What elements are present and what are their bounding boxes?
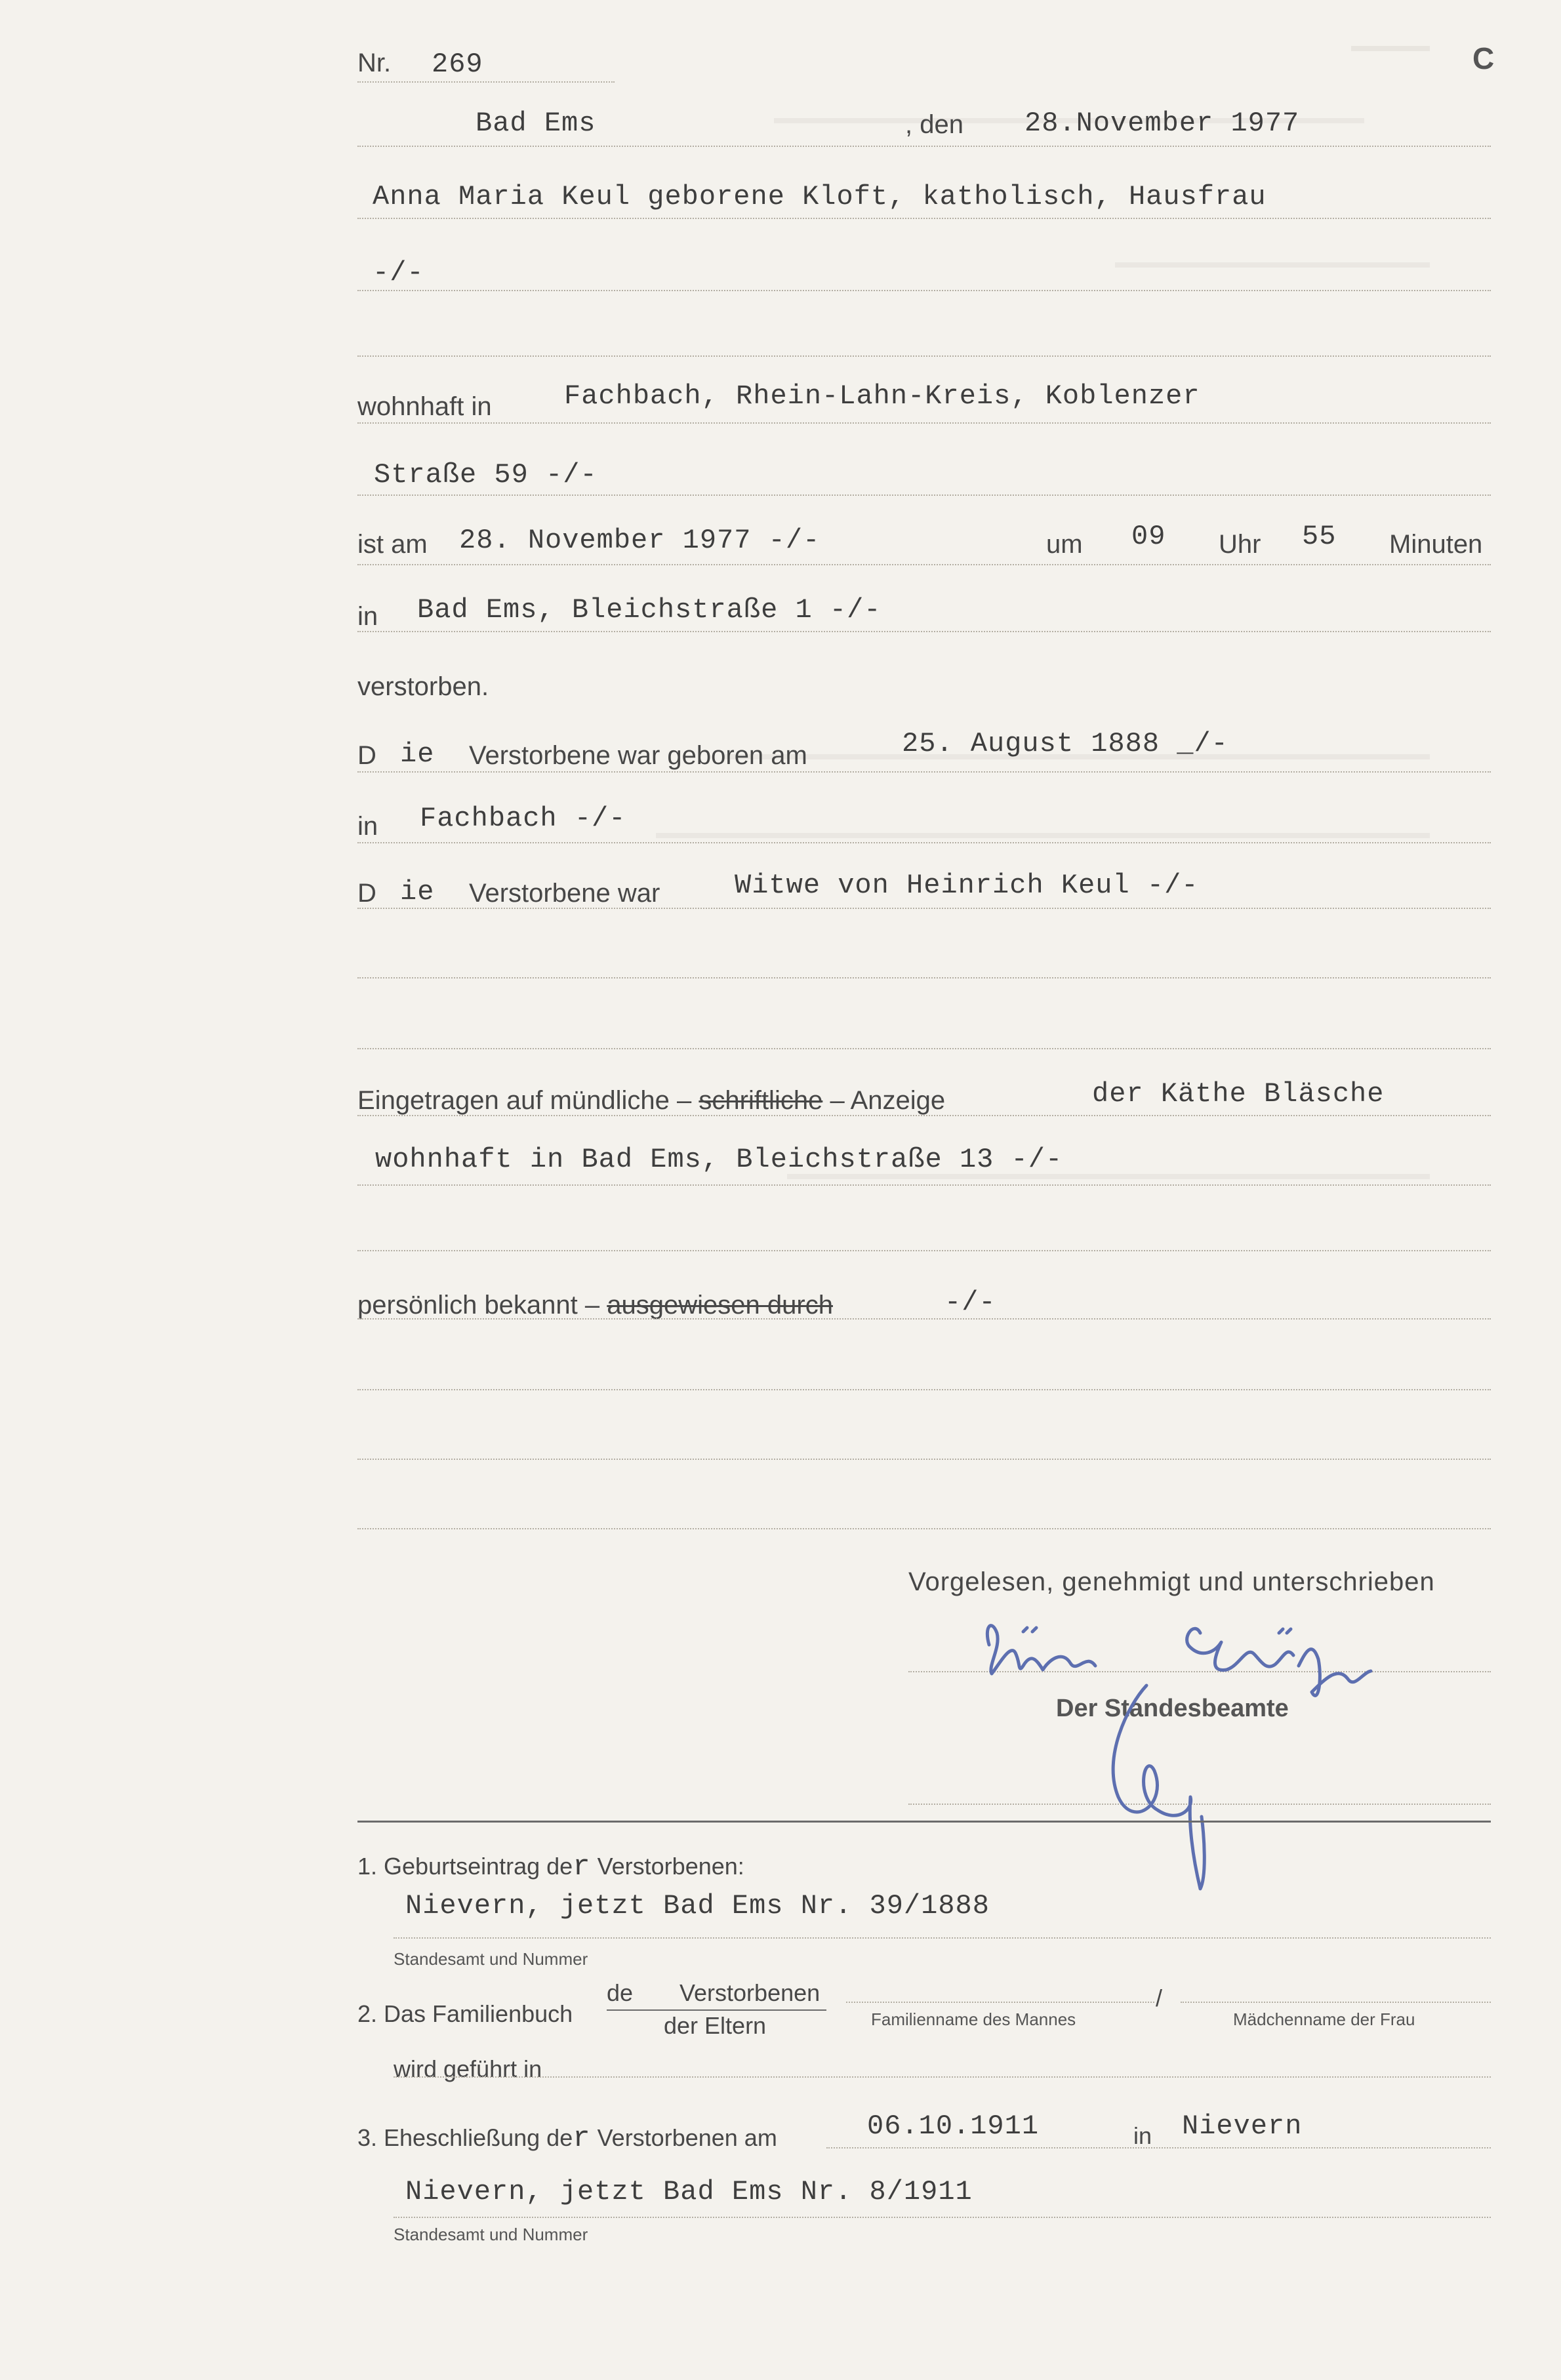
standesbeamte-label: Der Standesbeamte xyxy=(1056,1695,1289,1722)
note-2-rule-mann xyxy=(846,2002,1154,2003)
status-typed-ie: ie xyxy=(400,876,435,908)
header-place: Bad Ems xyxy=(476,108,596,139)
registration-value-1: der Käthe Bläsche xyxy=(1092,1078,1385,1110)
registration-value-2: wohnhaft in Bad Ems, Bleichstraße 13 -/- xyxy=(375,1144,1063,1175)
birth-typed-ie: ie xyxy=(400,738,435,770)
birth-date: 25. August 1888 _/- xyxy=(902,728,1228,759)
note-1-label xyxy=(357,1851,744,1884)
registration-label-a: Eingetragen auf mündliche – xyxy=(357,1086,692,1115)
note-1-typed-r: r xyxy=(573,1851,591,1884)
note-1-label-b: Verstorbenen: xyxy=(597,1853,744,1880)
signature-stroke-2 xyxy=(1023,1628,1036,1632)
note-3-in-label: in xyxy=(1133,2122,1152,2149)
status-label: Verstorbene war xyxy=(469,879,660,908)
note-3-date: 06.10.1911 xyxy=(867,2110,1040,2142)
note-1-rule xyxy=(394,1937,1491,1939)
identity-label-a: persönlich bekannt – xyxy=(357,1291,600,1320)
note-2-label: 2. Das Familienbuch xyxy=(357,2000,573,2027)
birth-label: Verstorbene war geboren am xyxy=(469,741,807,770)
death-date: 28. November 1977 -/- xyxy=(459,525,821,556)
note-3-typed-r: r xyxy=(573,2122,591,2155)
note-3-label-b: Verstorbenen am xyxy=(597,2124,777,2151)
nr-label: Nr. xyxy=(357,49,392,77)
note-2-caption-mann: Familienname des Mannes xyxy=(871,2009,1076,2029)
birth-in-label: in xyxy=(357,812,378,841)
corner-letter: C xyxy=(1472,41,1495,75)
note-3-rule-1 xyxy=(826,2147,1491,2148)
registration-label-struck: schriftliche xyxy=(699,1086,823,1115)
note-3-value: Nievern, jetzt Bad Ems Nr. 8/1911 xyxy=(405,2176,973,2208)
initials-stroke xyxy=(1113,1685,1204,1889)
identity-value: -/- xyxy=(944,1287,996,1318)
note-2-fraction-bar xyxy=(607,2009,826,2011)
residence-line-1: Fachbach, Rhein-Lahn-Kreis, Koblenzer xyxy=(564,380,1200,412)
status-value: Witwe von Heinrich Keul -/- xyxy=(735,870,1199,901)
verstorben-label: verstorben. xyxy=(357,672,489,701)
signature-stroke-3 xyxy=(1187,1628,1293,1670)
identity-label-struck: ausgewiesen durch xyxy=(607,1291,833,1320)
residence-label: wohnhaft in xyxy=(357,392,492,421)
note-2-slash: / xyxy=(1156,1985,1163,2011)
note-3-caption: Standesamt und Nummer xyxy=(394,2225,588,2244)
note-2-rule-2 xyxy=(394,2076,1491,2078)
note-2-top-verst: Verstorbenen xyxy=(679,1979,821,2006)
birth-d-label: D xyxy=(357,741,376,770)
death-place: Bad Ems, Bleichstraße 1 -/- xyxy=(417,594,882,626)
note-2-line-2: wird geführt in xyxy=(394,2055,542,2082)
signature-stroke-1 xyxy=(987,1626,1095,1674)
note-3-rule-2 xyxy=(394,2217,1491,2218)
registration-label-b: – Anzeige xyxy=(830,1086,946,1115)
note-3-place: Nievern xyxy=(1182,2110,1303,2142)
signature-stroke-5 xyxy=(1279,1629,1291,1633)
death-in-label: in xyxy=(357,602,378,631)
note-2-rule-frau xyxy=(1181,2002,1491,2003)
person-line-1: Anna Maria Keul geborene Kloft, katholisch, Hausfrau xyxy=(373,181,1267,212)
note-3-label xyxy=(357,2122,777,2155)
signature-stroke-4 xyxy=(1299,1649,1371,1696)
death-minute: 55 xyxy=(1302,521,1337,552)
den-label: , den xyxy=(905,110,963,139)
section-divider xyxy=(357,1821,1491,1823)
note-2-caption-frau: Mädchenname der Frau xyxy=(1233,2009,1415,2029)
note-2-bottom: der Eltern xyxy=(664,2012,767,2039)
note-1-value: Nievern, jetzt Bad Ems Nr. 39/1888 xyxy=(405,1890,990,1922)
status-d-label: D xyxy=(357,879,376,908)
vorgelesen-text: Vorgelesen, genehmigt und unterschrieben xyxy=(908,1567,1435,1596)
person-line-2: -/- xyxy=(373,257,424,289)
nr-value: 269 xyxy=(432,49,483,80)
note-3-label-a: 3. Eheschließung de xyxy=(357,2124,573,2151)
death-minuten-label: Minuten xyxy=(1389,530,1483,559)
note-1-caption: Standesamt und Nummer xyxy=(394,1949,588,1969)
header-date: 28.November 1977 xyxy=(1024,108,1300,139)
birth-place: Fachbach -/- xyxy=(420,803,626,834)
death-uhr-label: Uhr xyxy=(1219,530,1261,559)
residence-line-2: Straße 59 -/- xyxy=(374,459,598,491)
note-2-top-de: de xyxy=(607,1979,634,2006)
death-hour: 09 xyxy=(1131,521,1166,552)
note-1-label-a: 1. Geburtseintrag de xyxy=(357,1853,573,1880)
death-um-label: um xyxy=(1046,530,1083,559)
death-ist-am-label: ist am xyxy=(357,530,428,559)
